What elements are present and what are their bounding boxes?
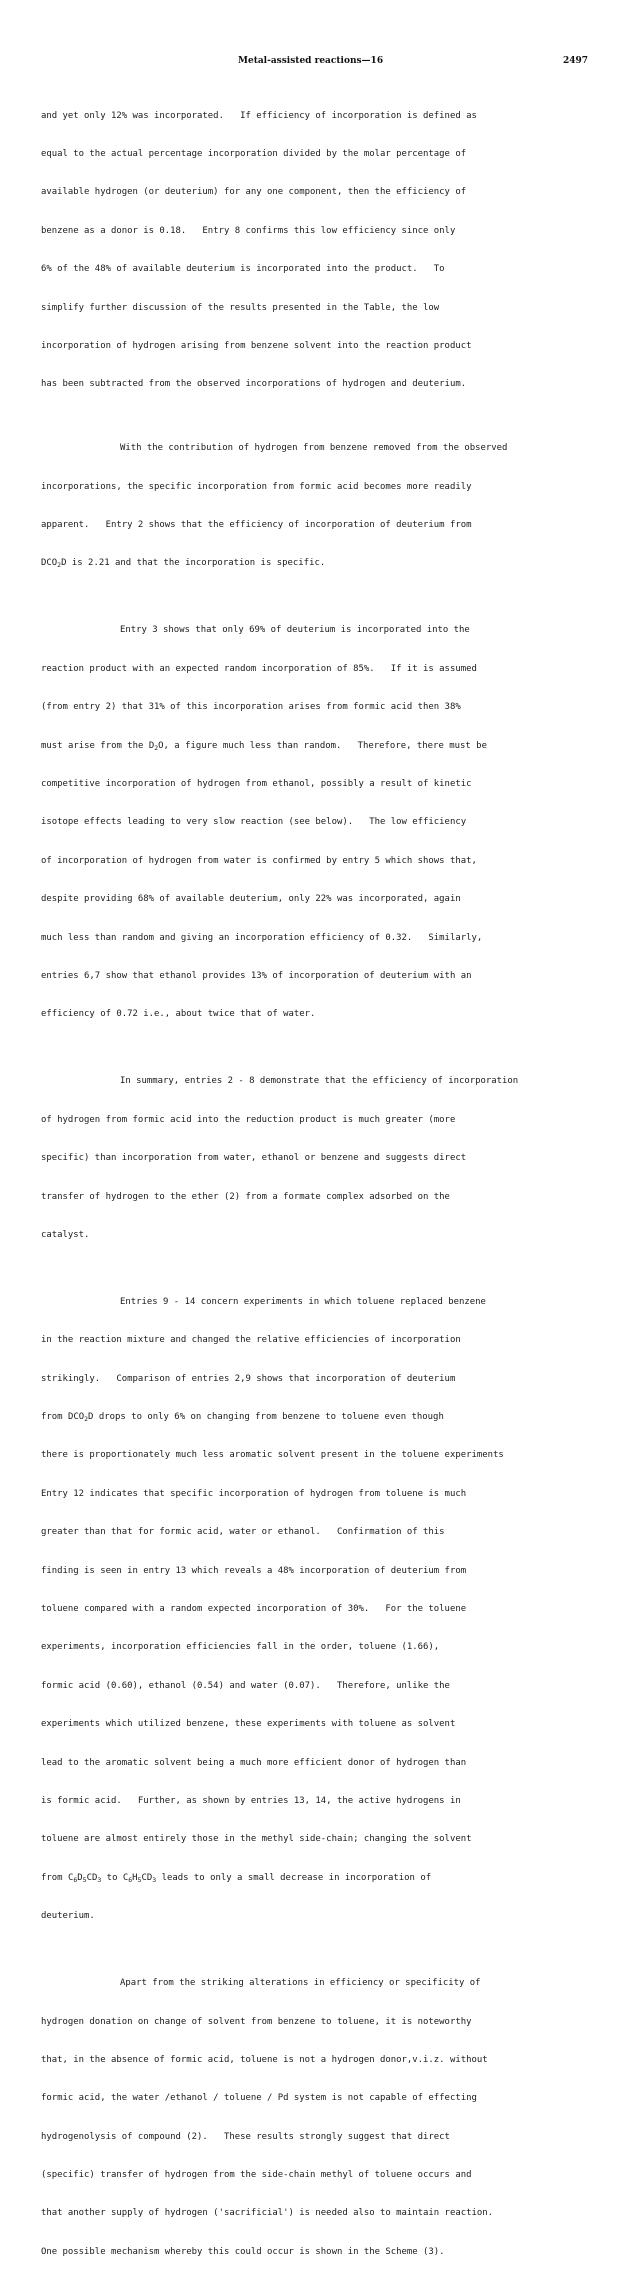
text-line: (from entry 2) that 31% of this incorporation arises from formic acid then 38% xyxy=(41,702,461,713)
text-line: (specific) transfer of hydrogen from the side-chain methyl of toluene occurs and xyxy=(41,2170,472,2181)
page-header xyxy=(0,56,624,70)
text-line: despite providing 68% of available deuterium, only 22% was incorporated, again xyxy=(41,894,461,905)
text-line: equal to the actual percentage incorporation divided by the molar percentage of xyxy=(41,148,467,159)
body-text xyxy=(41,84,621,2284)
text-line: entries 6,7 show that ethanol provides 13% of incorporation of deuterium with an xyxy=(41,970,472,981)
running-title: Metal-assisted reactions—16 xyxy=(238,56,384,66)
text-line: available hydrogen (or deuterium) for any one component, then the efficiency of xyxy=(41,187,467,198)
text-line: from $DCO_2D$ drops to only 6% on changing from benzene to toluene even though xyxy=(41,1412,444,1424)
text-line: 6% of the 48% of available deuterium is incorporated into the product. To xyxy=(41,264,445,275)
text-line: and yet only 12% was incorporated. If efficiency of incorporation is defined as xyxy=(41,110,477,121)
text-line: lead to the aromatic solvent being a much more efficient donor of hydrogen than xyxy=(41,1757,467,1768)
text-line: experiments, incorporation efficiencies fall in the order, toluene (1.66), xyxy=(41,1642,440,1653)
text-line: Apart from the striking alterations in efficiency or specificity of xyxy=(120,1978,481,1989)
text-line: hydrogen donation on change of solvent from benzene to toluene, it is noteworthy xyxy=(41,2016,472,2027)
text-line: deuterium. xyxy=(41,1911,95,1922)
text-line: transfer of hydrogen to the ether (2) from a formate complex adsorbed on the xyxy=(41,1191,450,1202)
text-line: experiments which utilized benzene, these experiments with toluene as solvent xyxy=(41,1719,456,1730)
paragraph xyxy=(41,1952,621,2284)
text-line: that another supply of hydrogen ('sacrificial') is needed also to maintain reaction. xyxy=(41,2208,493,2219)
text-line: catalyst. xyxy=(41,1229,90,1240)
paragraph xyxy=(41,1050,621,1268)
text-line: toluene compared with a random expected incorporation of 30%. For the toluene xyxy=(41,1604,467,1615)
text-line: greater than that for formic acid, water or ethanol. Confirmation of this xyxy=(41,1527,445,1538)
paragraph xyxy=(41,417,621,596)
text-line: from $C_6D_5CD_3$ to $C_6H_5CD_3$ leads to only a small decrease in incorporation of xyxy=(41,1872,432,1884)
text-line: formic acid, the water /ethanol / toluene / Pd system is not capable of effecting xyxy=(41,2093,477,2104)
text-line: in the reaction mixture and changed the relative efficiencies of incorporation xyxy=(41,1335,461,1346)
text-line: One possible mechanism whereby this could occur is shown in the Scheme (3). xyxy=(41,2246,445,2257)
text-line: incorporations, the specific incorporation from formic acid becomes more readily xyxy=(41,481,472,492)
text-line: isotope effects leading to very slow reaction (see below). The low efficiency xyxy=(41,817,467,828)
text-line: there is proportionately much less aromatic solvent present in the toluene experiments xyxy=(41,1450,504,1461)
paragraph xyxy=(41,599,621,1047)
text-line: formic acid (0.60), ethanol (0.54) and water (0.07). Therefore, unlike the xyxy=(41,1680,450,1691)
page-number: 2497 xyxy=(563,56,589,66)
paragraph xyxy=(41,84,621,417)
text-line: has been subtracted from the observed incorporations of hydrogen and deuterium. xyxy=(41,379,467,390)
text-line: In summary, entries 2 - 8 demonstrate that the efficiency of incorporation xyxy=(120,1076,519,1087)
text-line: is formic acid. Further, as shown by entries 13, 14, the active hydrogens in xyxy=(41,1795,461,1806)
text-line: apparent. Entry 2 shows that the efficiency of incorporation of deuterium from xyxy=(41,520,472,531)
text-line: competitive incorporation of hydrogen from ethanol, possibly a result of kinetic xyxy=(41,779,472,790)
text-line: toluene are almost entirely those in the methyl side-chain; changing the solvent xyxy=(41,1834,472,1845)
text-line: reaction product with an expected random incorporation of 85%. If it is assumed xyxy=(41,663,477,674)
text-line: finding is seen in entry 13 which reveals a 48% incorporation of deuterium from xyxy=(41,1565,467,1576)
text-line: of hydrogen from formic acid into the reduction product is much greater (more xyxy=(41,1114,456,1125)
text-line: Entries 9 - 14 concern experiments in which toluene replaced benzene xyxy=(120,1296,486,1307)
text-line: With the contribution of hydrogen from benzene removed from the observed xyxy=(120,443,508,454)
text-line: efficiency of 0.72 i.e., about twice that of water. xyxy=(41,1009,316,1020)
text-line: hydrogenolysis of compound (2). These results strongly suggest that direct xyxy=(41,2131,450,2142)
text-line: must arise from the $D_2O$, a figure much less than random. Therefore, there must be xyxy=(41,740,487,752)
text-line: incorporation of hydrogen arising from benzene solvent into the reaction product xyxy=(41,340,472,351)
paragraph xyxy=(41,1270,621,1948)
text-line: that, in the absence of formic acid, toluene is not a hydrogen donor,v.i.z. without xyxy=(41,2054,488,2065)
text-line: Entry 12 indicates that specific incorporation of hydrogen from toluene is much xyxy=(41,1488,467,1499)
text-line: Entry 3 shows that only 69% of deuterium is incorporated into the xyxy=(120,625,470,636)
text-line: strikingly. Comparison of entries 2,9 shows that incorporation of deuterium xyxy=(41,1373,456,1384)
text-line: much less than random and giving an incorporation efficiency of 0.32. Similarly, xyxy=(41,932,483,943)
text-line: of incorporation of hydrogen from water is confirmed by entry 5 which shows that, xyxy=(41,855,477,866)
text-line: specific) than incorporation from water, ethanol or benzene and suggests direct xyxy=(41,1153,467,1164)
text-line: benzene as a donor is 0.18. Entry 8 confirms this low efficiency since only xyxy=(41,225,456,236)
text-line: simplify further discussion of the results presented in the Table, the low xyxy=(41,302,440,313)
text-line: $DCO_2D$ is 2.21 and that the incorporation is specific. xyxy=(41,558,326,570)
